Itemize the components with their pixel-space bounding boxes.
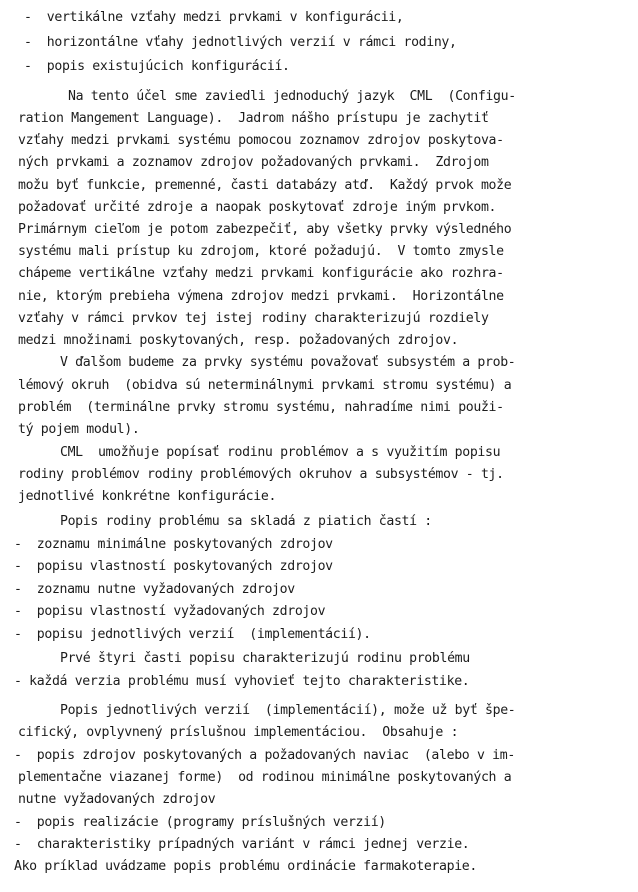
- paragraph-line: Ako príklad uvádzame popis problému ordinácie farmakoterapie.: [14, 859, 477, 874]
- paragraph-line: rodiny problémov rodiny problémových okruhov a subsystémov - tj.: [18, 467, 504, 482]
- paragraph-line: Na tento účel sme zaviedli jednoduchý jazyk CML (Configu-: [68, 89, 516, 104]
- bullet-horizontal-relations: - horizontálne vťahy jednotlivých verzií v rámci rodiny,: [24, 35, 457, 50]
- paragraph-line: systému mali prístup ku zdrojom, ktoré požadujú. V tomto zmysle: [18, 244, 504, 259]
- paragraph-line: medzi množinami poskytovaných, resp. požadovaných zdrojov.: [18, 333, 459, 348]
- list-intro: Popis rodiny problému sa skladá z piatich častí :: [60, 514, 432, 529]
- paragraph-line: jednotlivé konkrétne konfigurácie.: [18, 489, 277, 504]
- list-item: - popisu vlastností vyžadovaných zdrojov: [14, 604, 326, 619]
- list-item: - popisu jednotlivých verzií (implementácií).: [14, 627, 371, 642]
- paragraph-line: - každá verzia problému musí vyhovieť tejto charakteristike.: [14, 674, 470, 689]
- paragraph-line: vzťahy v rámci prvkov tej istej rodiny charakterizujú rozdiely: [18, 311, 489, 326]
- paragraph-line: požadovať určité zdroje a naopak poskytovať zdroje iným prvkom.: [18, 200, 497, 215]
- list-item: - charakteristiky prípadných variánt v rámci jednej verzie.: [14, 837, 470, 852]
- paragraph-line: nie, ktorým prebieha výmena zdrojov medzi prvkami. Horizontálne: [18, 289, 504, 304]
- list-item: - popisu vlastností poskytovaných zdrojov: [14, 559, 333, 574]
- paragraph-line: vzťahy medzi prvkami systému pomocou zoznamov zdrojov poskytova-: [18, 133, 504, 148]
- paragraph-line: tý pojem modul).: [18, 422, 140, 437]
- paragraph-line: Prvé štyri časti popisu charakterizujú rodinu problému: [60, 651, 470, 666]
- bullet-existing-configurations: - popis existujúcich konfigurácií.: [24, 59, 290, 74]
- list-item: - popis zdrojov poskytovaných a požadovaných naviac (alebo v im-: [14, 748, 515, 763]
- list-item: - zoznamu minimálne poskytovaných zdrojov: [14, 537, 333, 552]
- paragraph-line: možu byť funkcie, premenné, časti databázy atď. Každý prvok može: [18, 178, 512, 193]
- paragraph-line: problém (terminálne prvky stromu systému, nahradíme nimi použi-: [18, 400, 504, 415]
- paragraph-line: lémový okruh (obidva sú neterminálnymi prvkami stromu systému) a: [18, 378, 512, 393]
- paragraph-line: V ďalšom budeme za prvky systému považovať subsystém a prob-: [60, 355, 516, 370]
- paragraph-line: Popis jednotlivých verzií (implementácií), može už byť špe-: [60, 703, 516, 718]
- paragraph-line: ration Mangement Language). Jadrom nášho prístupu je zachytiť: [18, 111, 489, 126]
- paragraph-line: cifický, ovplyvnený príslušnou implementáciou. Obsahuje :: [18, 725, 459, 740]
- paragraph-line: Primárnym cieľom je potom zabezpečiť, aby všetky prvky výsledného: [18, 222, 512, 237]
- paragraph-line: chápeme vertikálne vzťahy medzi prvkami konfigurácie ako rozhra-: [18, 266, 504, 281]
- paragraph-line: nutne vyžadovaných zdrojov: [18, 792, 216, 807]
- paragraph-line: plementačne viazanej forme) od rodinou minimálne poskytovaných a: [18, 770, 512, 785]
- list-item: - zoznamu nutne vyžadovaných zdrojov: [14, 582, 295, 597]
- paragraph-line: ných prvkami a zoznamov zdrojov požadovaných prvkami. Zdrojom: [18, 155, 489, 170]
- paragraph-line: CML umožňuje popísať rodinu problémov a s využitím popisu: [60, 445, 501, 460]
- bullet-vertical-relations: - vertikálne vzťahy medzi prvkami v konfigurácii,: [24, 10, 404, 25]
- list-item: - popis realizácie (programy príslušných verzií): [14, 815, 386, 830]
